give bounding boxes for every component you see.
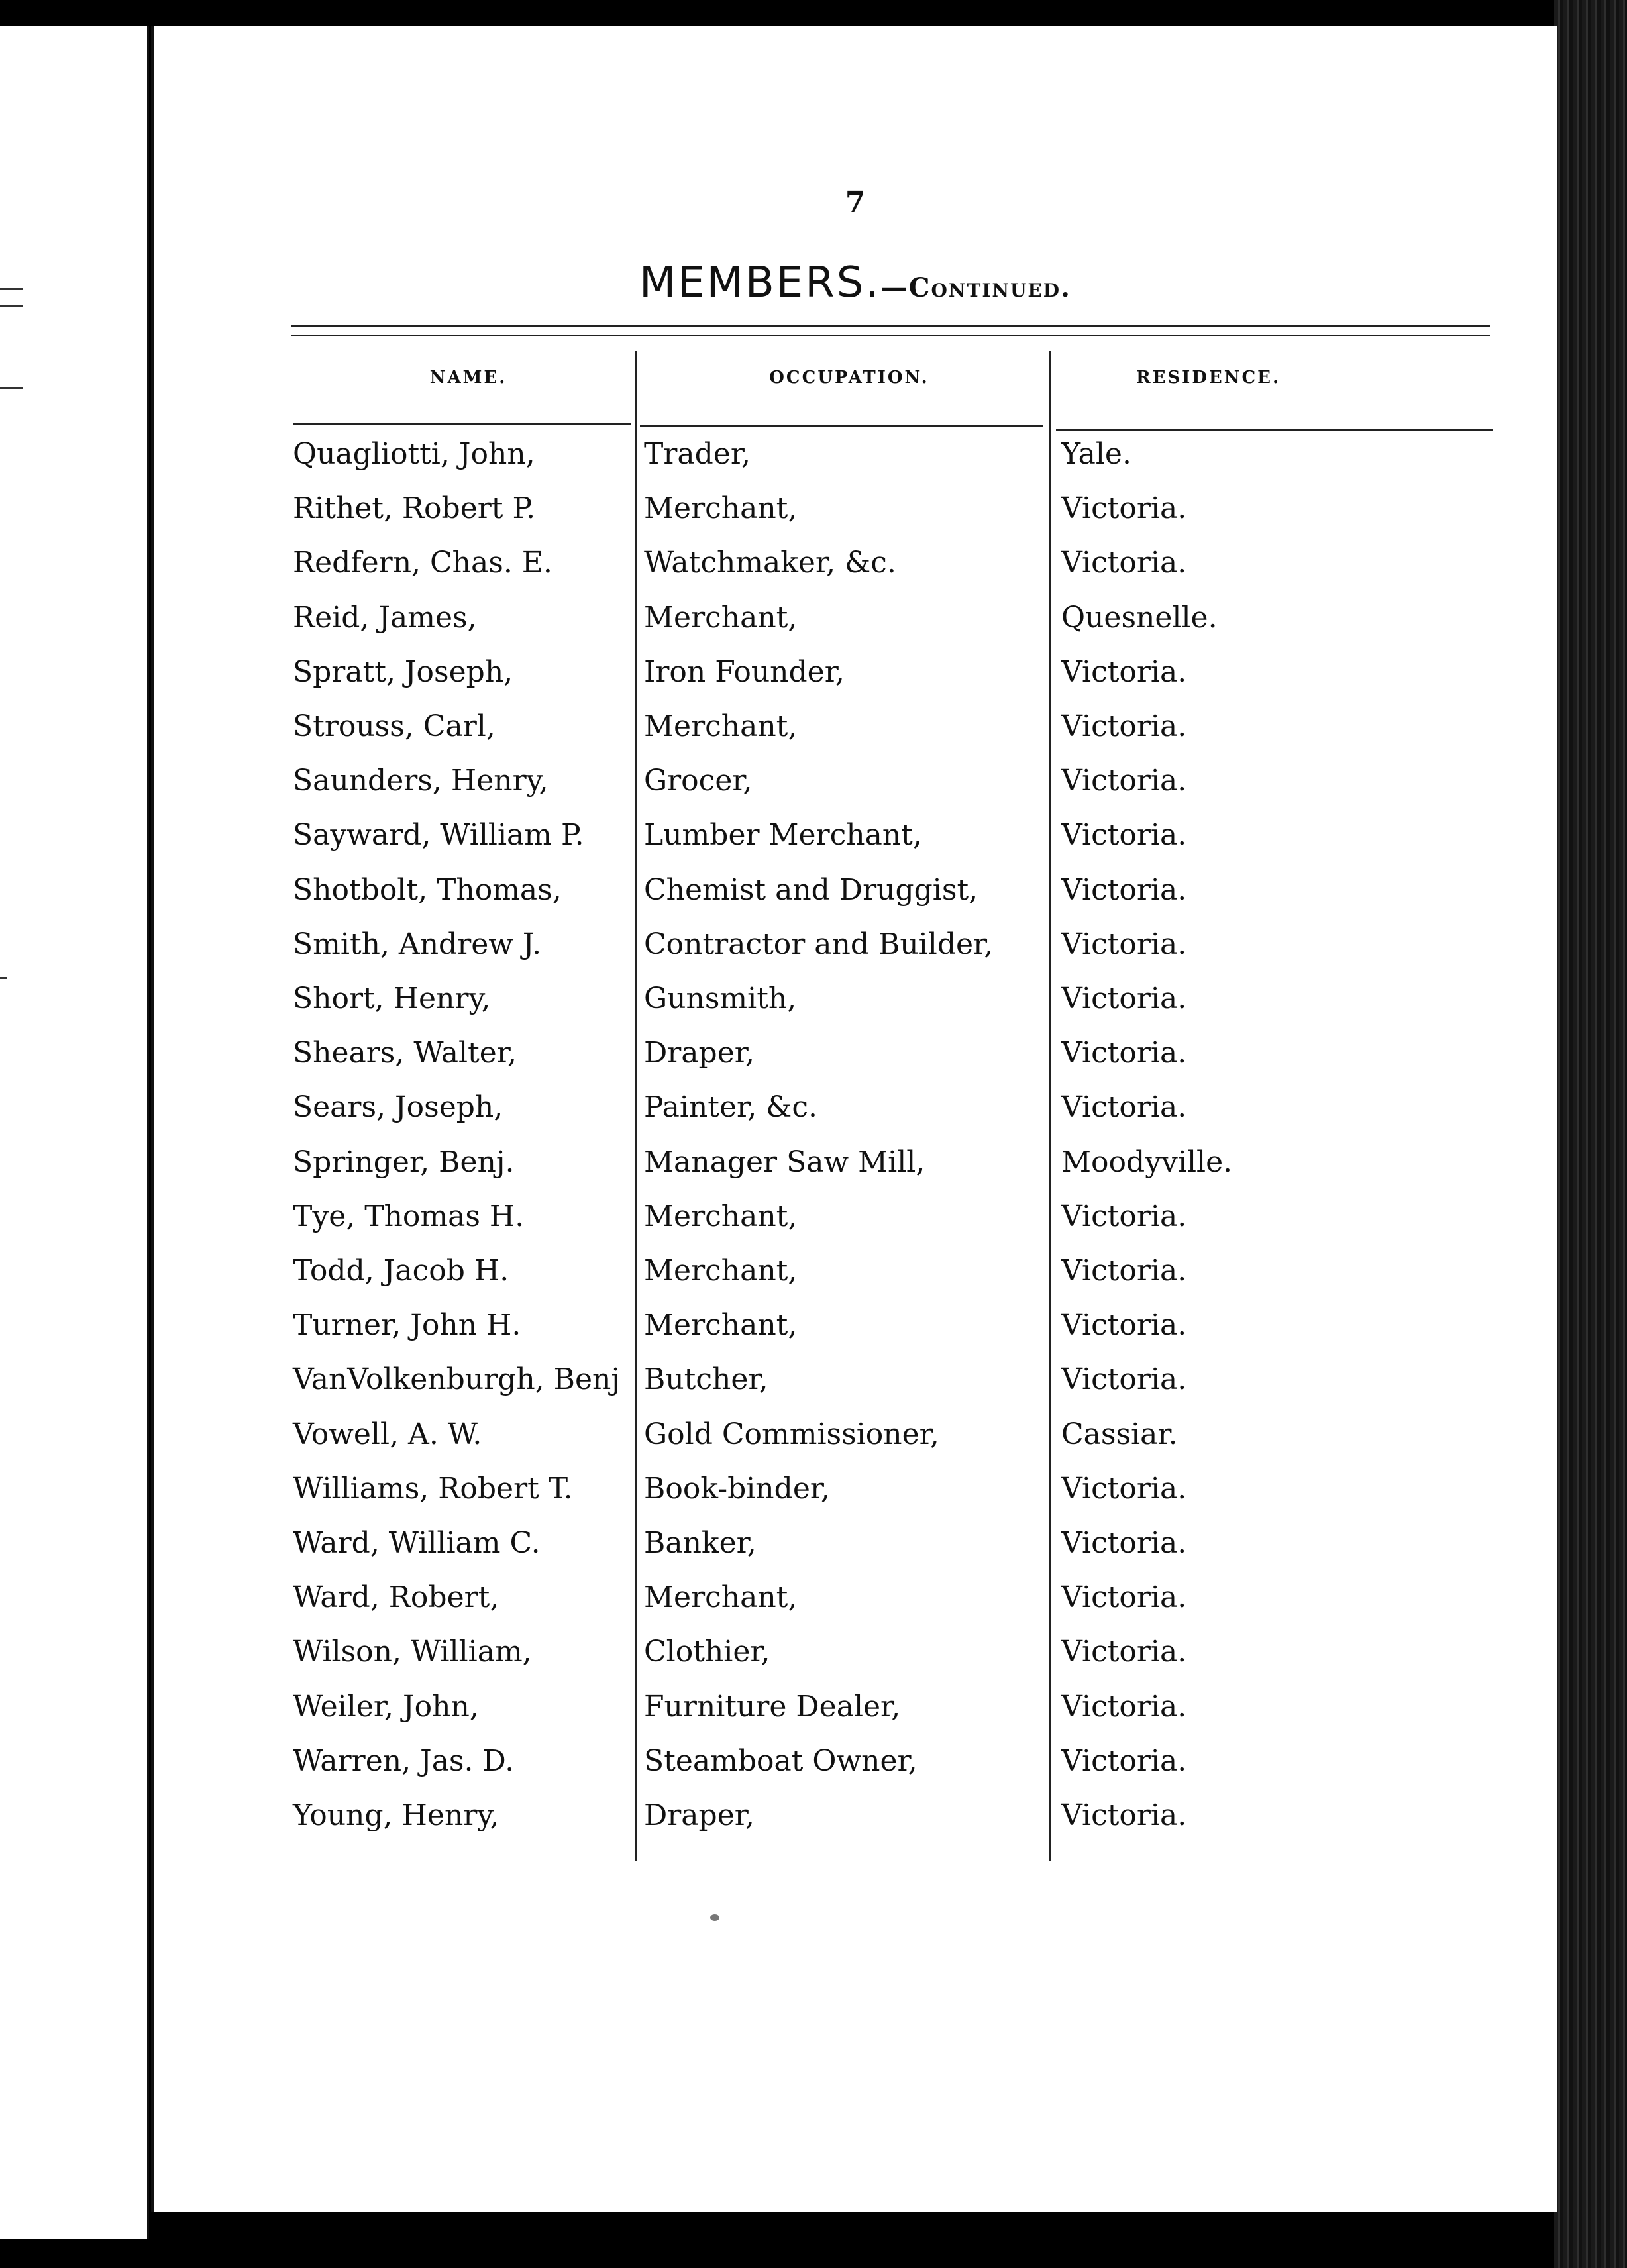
table-row: [154, 982, 1557, 1036]
member-occupation: Merchant,: [644, 1580, 798, 1615]
header-double-rule-bottom: [291, 335, 1490, 336]
member-occupation: Lumber Merchant,: [644, 818, 922, 852]
member-name: Shears, Walter,: [293, 1036, 517, 1070]
member-occupation: Merchant,: [644, 1199, 798, 1233]
member-residence: Victoria.: [1061, 764, 1187, 798]
member-occupation: Draper,: [644, 1036, 755, 1070]
member-residence: Victoria.: [1061, 1363, 1187, 1397]
table-row: [154, 709, 1557, 764]
member-name: Vowell, A. W.: [293, 1417, 482, 1451]
member-name: Reid, James,: [293, 600, 477, 635]
member-residence: Victoria.: [1061, 1254, 1187, 1288]
member-residence: Moodyville.: [1061, 1145, 1233, 1179]
member-name: Sayward, William P.: [293, 818, 584, 852]
member-name: Rithet, Robert P.: [293, 491, 536, 526]
member-residence: Victoria.: [1061, 1471, 1187, 1506]
member-occupation: Grocer,: [644, 764, 753, 798]
member-residence: Victoria.: [1061, 1743, 1187, 1778]
column-header-occupation: OCCUPATION.: [769, 368, 929, 387]
table-row: [154, 1690, 1557, 1744]
member-name: Warren, Jas. D.: [293, 1743, 515, 1778]
table-row: [154, 1580, 1557, 1635]
member-name: Tye, Thomas H.: [293, 1199, 525, 1233]
table-row: [154, 655, 1557, 709]
member-name: Spratt, Joseph,: [293, 654, 513, 689]
member-residence: Quesnelle.: [1061, 600, 1218, 635]
member-occupation: Manager Saw Mill,: [644, 1145, 925, 1179]
member-name: Ward, William C.: [293, 1526, 541, 1560]
member-occupation: Merchant,: [644, 709, 798, 743]
table-row: [154, 1363, 1557, 1417]
member-residence: Victoria.: [1061, 1199, 1187, 1233]
member-name: Saunders, Henry,: [293, 764, 549, 798]
member-name: Sears, Joseph,: [293, 1090, 503, 1125]
column-header-name: NAME.: [429, 368, 507, 387]
table-row: [154, 1090, 1557, 1145]
table-row: [154, 437, 1557, 491]
member-occupation: Draper,: [644, 1798, 755, 1832]
member-occupation: Book-binder,: [644, 1471, 831, 1506]
member-occupation: Furniture Dealer,: [644, 1689, 901, 1724]
member-residence: Victoria.: [1061, 1526, 1187, 1560]
member-occupation: Merchant,: [644, 1308, 798, 1343]
table-row: [154, 1472, 1557, 1526]
member-residence: Yale.: [1061, 437, 1131, 471]
member-name: Weiler, John,: [293, 1689, 479, 1724]
document-page: [151, 26, 1557, 2212]
member-residence: Victoria.: [1061, 1798, 1187, 1832]
member-occupation: Chemist and Druggist,: [644, 872, 978, 907]
facing-page-mark: [0, 977, 7, 979]
member-residence: Victoria.: [1061, 491, 1187, 526]
header-underline-name: [293, 423, 631, 425]
member-occupation: Gunsmith,: [644, 982, 797, 1015]
facing-page-mark: [0, 387, 23, 389]
member-name: Quagliotti, John,: [293, 437, 535, 471]
member-name: Redfern, Chas. E.: [293, 546, 552, 580]
member-name: Short, Henry,: [293, 982, 491, 1015]
column-header-residence: RESIDENCE.: [1135, 368, 1281, 387]
table-row: [154, 873, 1557, 927]
member-residence: Victoria.: [1061, 709, 1187, 743]
header-underline-residence: [1056, 429, 1493, 431]
table-row: [154, 1308, 1557, 1363]
member-residence: Victoria.: [1061, 1036, 1187, 1070]
member-name: Shotbolt, Thomas,: [293, 872, 562, 907]
member-residence: Victoria.: [1061, 927, 1187, 961]
member-residence: Victoria.: [1061, 654, 1187, 689]
title-main: MEMBERS.: [639, 258, 881, 307]
table-row: [154, 1036, 1557, 1090]
facing-page-mark: [0, 288, 23, 290]
member-name: Young, Henry,: [293, 1798, 499, 1832]
facing-page-mark: [0, 305, 23, 307]
member-name: Strouss, Carl,: [293, 709, 496, 743]
member-residence: Victoria.: [1061, 1635, 1187, 1669]
table-row: [154, 1200, 1557, 1254]
member-occupation: Gold Commissioner,: [644, 1417, 939, 1451]
facing-page-edge: [0, 26, 149, 2239]
member-name: VanVolkenburgh, Benj: [293, 1363, 621, 1397]
member-occupation: Contractor and Builder,: [644, 927, 994, 961]
page-number: 7: [845, 185, 866, 219]
ink-smudge: [710, 1914, 719, 1921]
member-residence: Victoria.: [1061, 872, 1187, 907]
member-name: Todd, Jacob H.: [293, 1254, 509, 1288]
table-row: [154, 491, 1557, 546]
table-row: [154, 1418, 1557, 1472]
header-underline-occupation: [640, 425, 1043, 427]
member-name: Williams, Robert T.: [293, 1471, 573, 1506]
member-occupation: Banker,: [644, 1526, 757, 1560]
member-occupation: Iron Founder,: [644, 654, 845, 689]
member-occupation: Painter, &c.: [644, 1090, 817, 1125]
page-title: [154, 258, 1557, 307]
table-row: [154, 818, 1557, 872]
title-continued: —Continued.: [880, 272, 1071, 303]
member-residence: Victoria.: [1061, 818, 1187, 852]
member-residence: Cassiar.: [1061, 1417, 1178, 1451]
table-row: [154, 1744, 1557, 1798]
table-row: [154, 1526, 1557, 1580]
member-name: Smith, Andrew J.: [293, 927, 542, 961]
member-occupation: Trader,: [644, 437, 751, 471]
member-residence: Victoria.: [1061, 982, 1187, 1015]
table-row: [154, 1145, 1557, 1200]
table-row: [154, 927, 1557, 982]
member-occupation: Merchant,: [644, 600, 798, 635]
member-name: Wilson, William,: [293, 1635, 532, 1669]
table-row: [154, 1254, 1557, 1308]
member-residence: Victoria.: [1061, 546, 1187, 580]
table-row: [154, 1798, 1557, 1853]
header-double-rule-top: [291, 325, 1490, 327]
member-residence: Victoria.: [1061, 1689, 1187, 1724]
member-occupation: Merchant,: [644, 1254, 798, 1288]
table-row: [154, 1635, 1557, 1689]
member-name: Ward, Robert,: [293, 1580, 499, 1615]
member-name: Springer, Benj.: [293, 1145, 515, 1179]
table-row: [154, 764, 1557, 818]
member-occupation: Steamboat Owner,: [644, 1743, 918, 1778]
table-row: [154, 601, 1557, 655]
book-spine: [1554, 0, 1627, 2268]
member-residence: Victoria.: [1061, 1090, 1187, 1125]
member-name: Turner, John H.: [293, 1308, 521, 1343]
member-occupation: Butcher,: [644, 1363, 768, 1397]
member-occupation: Clothier,: [644, 1635, 770, 1669]
member-occupation: Merchant,: [644, 491, 798, 526]
table-row: [154, 546, 1557, 600]
member-residence: Victoria.: [1061, 1308, 1187, 1343]
member-residence: Victoria.: [1061, 1580, 1187, 1615]
member-occupation: Watchmaker, &c.: [644, 546, 896, 580]
